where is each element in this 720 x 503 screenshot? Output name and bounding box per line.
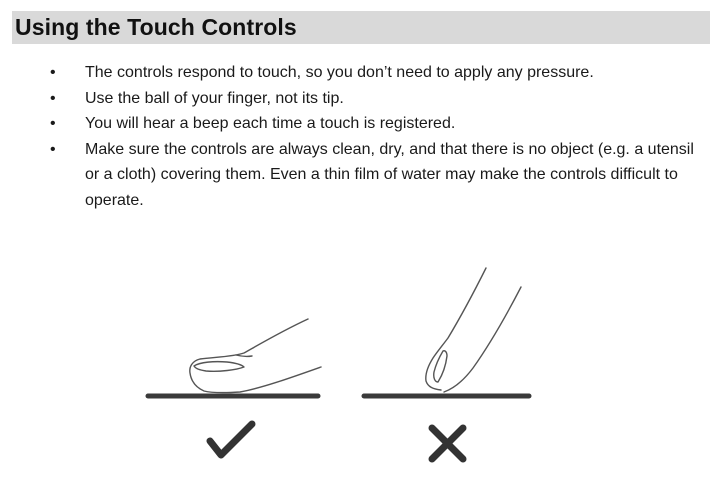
bullet-icon: • <box>50 89 56 107</box>
list-item-text: Make sure the controls are always clean, dry, and that there is no object (e.g. a utensil or a cloth) covering them. Even a thin film of water may make the controls difficult to operate. <box>85 140 694 209</box>
check-icon <box>210 424 252 455</box>
bullet-icon: • <box>50 115 56 132</box>
list-item-text: You will hear a beep each time a touch is registered. <box>85 115 456 132</box>
correct-touch-illustration <box>148 319 321 455</box>
page-title: Using the Touch Controls <box>15 14 297 40</box>
list-item-text: Use the ball of your finger, not its tip. <box>85 89 344 107</box>
finger-tip-icon <box>426 268 521 392</box>
bullet-icon: • <box>50 64 56 81</box>
bullet-icon: • <box>50 140 56 158</box>
cross-icon <box>432 428 463 459</box>
finger-flat-icon <box>190 319 321 393</box>
list-item-text: The controls respond to touch, so you don’t need to apply any pressure. <box>85 64 594 81</box>
incorrect-touch-illustration <box>364 268 529 459</box>
